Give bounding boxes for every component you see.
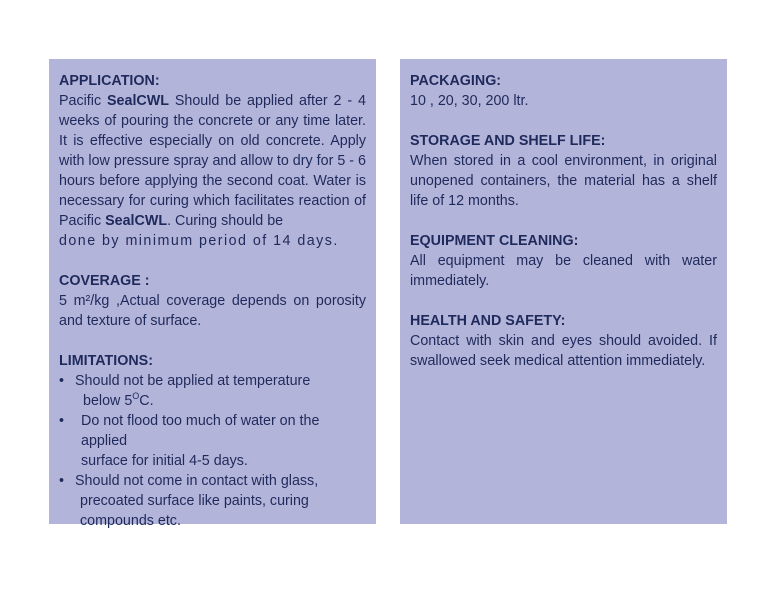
bullet-icon: • (59, 373, 65, 389)
packaging-heading: PACKAGING: (410, 73, 502, 89)
product-name: SealCWL (107, 93, 169, 109)
list-item-text-part: C. (139, 393, 154, 409)
coverage-heading: COVERAGE : (59, 273, 150, 289)
application-text-part2: Should be applied after 2 - 4 weeks of pouring the concrete or any time later. It is effective especially on old concrete. Apply with low pressure spray and allow to dry for 5 - 6 hours before applying the second coat. Water is necessary for curing which facilitates reaction of Pacific (59, 93, 366, 229)
degree-symbol: O (132, 391, 140, 402)
application-last-line: done by minimum period of 14 days. (59, 233, 339, 249)
list-item-text: surface for initial 4-5 days. (81, 453, 248, 469)
list-item (59, 371, 366, 411)
list-item-text: Should not be applied at temperature (75, 373, 311, 389)
list-item-text: Should not come in contact with glass, (75, 473, 319, 489)
list-item-text: Do not flood too much of water on the applied (81, 413, 320, 449)
application-text (59, 91, 366, 231)
equipment-heading: EQUIPMENT CLEANING: (410, 233, 579, 249)
limitations-list (59, 371, 366, 531)
equipment-text: All equipment may be cleaned with water immediately. (410, 253, 717, 289)
product-name: SealCWL (105, 213, 168, 229)
health-text: Contact with skin and eyes should avoided. If swallowed seek medical attention immediately. (410, 333, 717, 369)
list-item-text: compounds etc. (80, 513, 181, 529)
storage-heading: STORAGE AND SHELF LIFE: (410, 133, 606, 149)
application-text-part3: . Curing should be (167, 213, 284, 229)
health-heading: HEALTH AND SAFETY: (410, 313, 566, 329)
application-heading: APPLICATION: (59, 73, 160, 89)
application-text-part1: Pacific (59, 93, 107, 109)
bullet-icon: • (59, 413, 65, 429)
coverage-text: 5 m²/kg ,Actual coverage depends on porosity and texture of surface. (59, 293, 366, 329)
list-item-text-part: below 5 (83, 393, 133, 409)
limitations-heading: LIMITATIONS: (59, 353, 153, 369)
left-panel (49, 59, 376, 529)
list-item-text: precoated surface like paints, curing (80, 493, 309, 509)
list-item (59, 471, 366, 531)
list-item-text (75, 391, 366, 411)
list-item (59, 411, 366, 471)
storage-text: When stored in a cool environment, in original unopened containers, the material has a shelf life of 12 months. (410, 153, 717, 209)
packaging-text: 10 , 20, 30, 200 ltr. (410, 93, 529, 109)
right-panel (400, 59, 727, 524)
bullet-icon: • (59, 473, 65, 489)
